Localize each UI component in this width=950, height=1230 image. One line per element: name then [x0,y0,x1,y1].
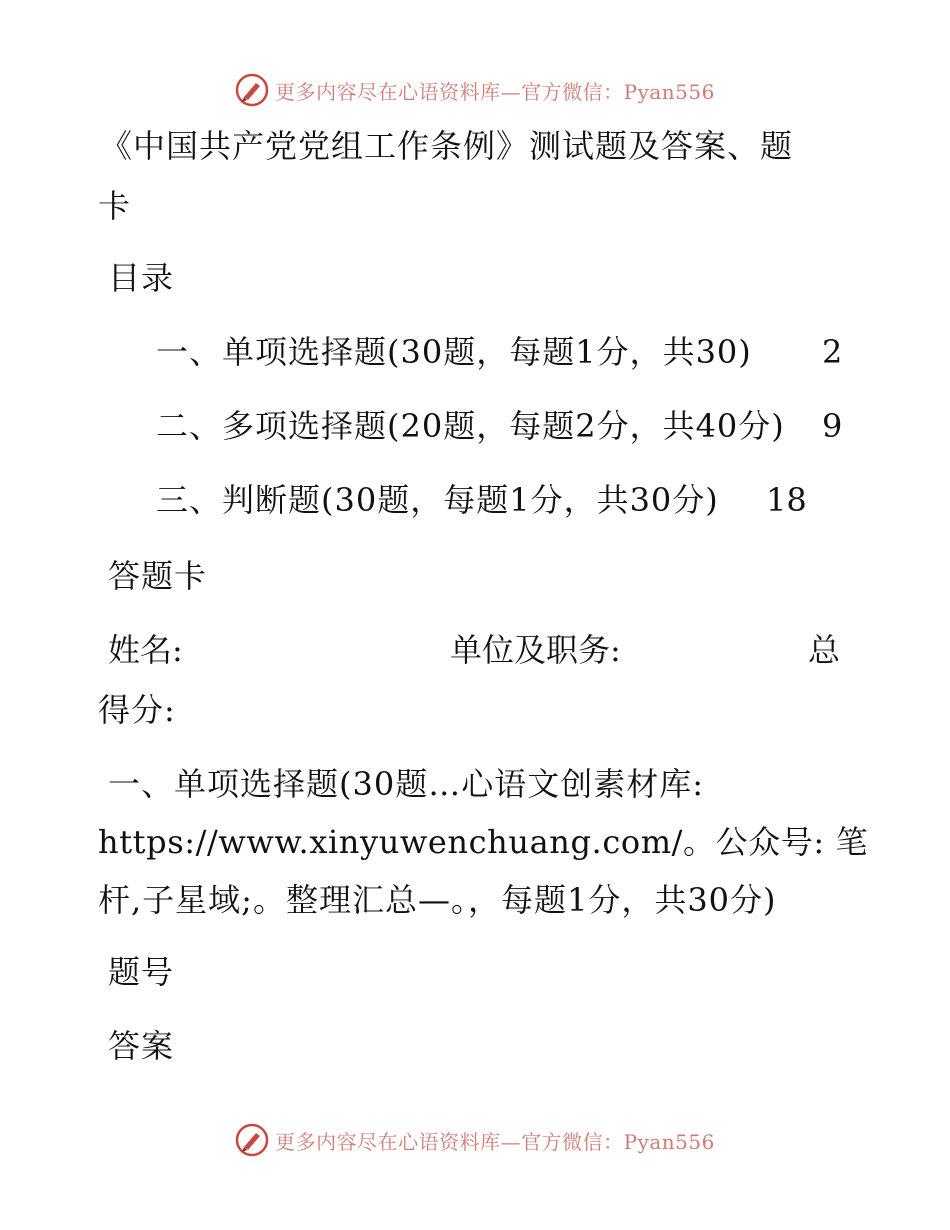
answer-label: 答案 [108,1027,175,1065]
toc-item-page: 2 [822,333,843,371]
name-label: 姓名: [108,631,183,669]
header-watermark-text: 更多内容尽在心语资料库—官方微信：Pyan556 [275,79,715,104]
answer-card-info-row [108,630,840,670]
unit-label: 单位及职务: [449,631,621,669]
toc-heading: 目录 [108,259,175,297]
answer-card-heading: 答题卡 [108,557,208,595]
document-title-line-2: 卡 [98,187,132,225]
footer-watermark-text: 更多内容尽在心语资料库—官方微信：Pyan556 [275,1129,715,1154]
header-watermark [0,70,950,110]
document-title-line-1: 《中国共产党党组工作条例》测试题及答案、题 [100,127,794,165]
footer-watermark [0,1120,950,1160]
toc-item-label[interactable]: 二、多项选择题(20题，每题2分，共40分) [156,407,785,445]
section1-heading-line-2[interactable]: https://www.xinyuwenchuang.com/。公众号: 笔 [98,823,869,861]
pen-logo-icon [235,1123,269,1157]
pen-logo-icon [235,73,269,107]
question-number-label: 题号 [108,953,175,991]
toc-item-label[interactable]: 一、单项选择题(30题，每题1分，共30) [156,333,752,371]
toc-item-page: 9 [822,407,843,445]
section1-heading-line-3: 杆,子星域;。整理汇总—。，每题1分，共30分) [98,881,777,919]
section1-heading-line-1: 一、单项选择题(30题…心语文创素材库: [108,765,704,803]
toc-item-page: 18 [766,481,807,519]
total-score-label-start: 总 [807,631,840,669]
toc-item-label[interactable]: 三、判断题(30题，每题1分，共30分) [156,481,719,519]
total-score-label-end: 得分: [98,691,176,729]
